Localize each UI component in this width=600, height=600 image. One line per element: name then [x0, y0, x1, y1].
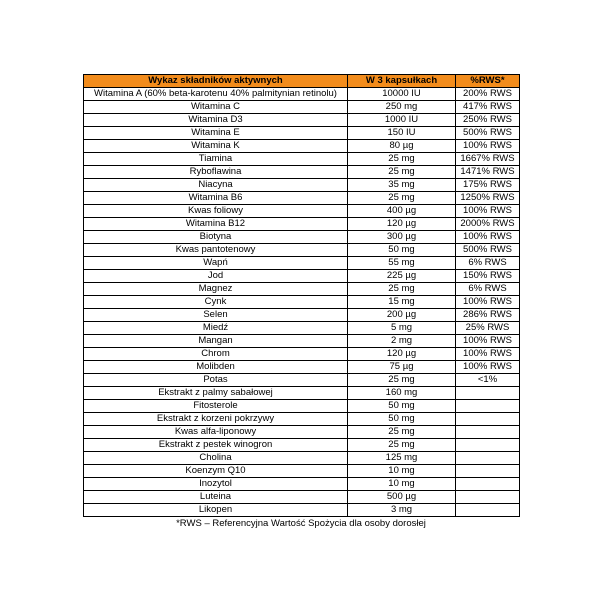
cell-ingredient: Tiamina: [84, 153, 348, 166]
cell-ingredient: Miedź: [84, 322, 348, 335]
table-row: [84, 140, 520, 153]
cell-amount: 10 mg: [348, 478, 456, 491]
cell-rws: 25% RWS: [456, 322, 520, 335]
cell-ingredient: Molibden: [84, 361, 348, 374]
cell-amount: 120 µg: [348, 348, 456, 361]
table-row: [84, 335, 520, 348]
cell-rws: 6% RWS: [456, 283, 520, 296]
cell-ingredient: Magnez: [84, 283, 348, 296]
cell-amount: 25 mg: [348, 426, 456, 439]
table-row: [84, 153, 520, 166]
cell-amount: 120 µg: [348, 218, 456, 231]
cell-ingredient: Jod: [84, 270, 348, 283]
table-row: [84, 426, 520, 439]
table-row: [84, 439, 520, 452]
cell-rws: 1667% RWS: [456, 153, 520, 166]
cell-rws: 100% RWS: [456, 335, 520, 348]
cell-amount: 25 mg: [348, 439, 456, 452]
table-row: [84, 88, 520, 101]
cell-amount: 3 mg: [348, 504, 456, 517]
cell-ingredient: Cynk: [84, 296, 348, 309]
header-amount: W 3 kapsułkach: [348, 75, 456, 88]
cell-rws: [456, 387, 520, 400]
cell-ingredient: Witamina D3: [84, 114, 348, 127]
cell-amount: 150 IU: [348, 127, 456, 140]
cell-rws: 175% RWS: [456, 179, 520, 192]
cell-rws: 100% RWS: [456, 205, 520, 218]
cell-amount: 25 mg: [348, 192, 456, 205]
cell-ingredient: Witamina K: [84, 140, 348, 153]
cell-ingredient: Kwas alfa-liponowy: [84, 426, 348, 439]
cell-amount: 500 µg: [348, 491, 456, 504]
table-row: [84, 231, 520, 244]
table-row: [84, 322, 520, 335]
cell-ingredient: Witamina E: [84, 127, 348, 140]
cell-amount: 125 mg: [348, 452, 456, 465]
cell-amount: 200 µg: [348, 309, 456, 322]
cell-ingredient: Witamina C: [84, 101, 348, 114]
cell-rws: 417% RWS: [456, 101, 520, 114]
table-row: [84, 114, 520, 127]
cell-ingredient: Biotyna: [84, 231, 348, 244]
table-row: [84, 283, 520, 296]
cell-amount: 225 µg: [348, 270, 456, 283]
footnote: *RWS – Referencyjna Wartość Spożycia dla osoby dorosłej: [176, 518, 426, 529]
cell-rws: [456, 426, 520, 439]
table-row: [84, 179, 520, 192]
cell-amount: 75 µg: [348, 361, 456, 374]
table-row: [84, 491, 520, 504]
cell-ingredient: Kwas foliowy: [84, 205, 348, 218]
header-rws: %RWS*: [456, 75, 520, 88]
cell-amount: 80 µg: [348, 140, 456, 153]
table-row: [84, 192, 520, 205]
cell-amount: 10 mg: [348, 465, 456, 478]
cell-ingredient: Witamina B6: [84, 192, 348, 205]
table-row: [84, 270, 520, 283]
cell-ingredient: Ekstrakt z pestek winogron: [84, 439, 348, 452]
cell-amount: 50 mg: [348, 244, 456, 257]
table-row: [84, 413, 520, 426]
cell-rws: 6% RWS: [456, 257, 520, 270]
cell-rws: 1471% RWS: [456, 166, 520, 179]
cell-amount: 25 mg: [348, 283, 456, 296]
cell-rws: 100% RWS: [456, 140, 520, 153]
table-row: [84, 348, 520, 361]
table-header-row: [84, 75, 520, 88]
cell-ingredient: Kwas pantotenowy: [84, 244, 348, 257]
table-row: [84, 452, 520, 465]
cell-ingredient: Ekstrakt z palmy sabałowej: [84, 387, 348, 400]
cell-rws: 100% RWS: [456, 296, 520, 309]
cell-amount: 5 mg: [348, 322, 456, 335]
cell-rws: 100% RWS: [456, 348, 520, 361]
table-row: [84, 478, 520, 491]
cell-amount: 15 mg: [348, 296, 456, 309]
cell-rws: 250% RWS: [456, 114, 520, 127]
cell-amount: 55 mg: [348, 257, 456, 270]
cell-ingredient: Witamina B12: [84, 218, 348, 231]
cell-rws: 500% RWS: [456, 127, 520, 140]
cell-rws: 2000% RWS: [456, 218, 520, 231]
table-row: [84, 218, 520, 231]
cell-rws: [456, 400, 520, 413]
cell-amount: 25 mg: [348, 153, 456, 166]
cell-ingredient: Likopen: [84, 504, 348, 517]
table-row: [84, 504, 520, 517]
table-row: [84, 309, 520, 322]
cell-rws: 1250% RWS: [456, 192, 520, 205]
cell-amount: 50 mg: [348, 400, 456, 413]
table-row: [84, 296, 520, 309]
cell-amount: 25 mg: [348, 374, 456, 387]
table-row: [84, 166, 520, 179]
cell-ingredient: Niacyna: [84, 179, 348, 192]
table-body: [84, 88, 520, 517]
table-row: [84, 465, 520, 478]
cell-ingredient: Cholina: [84, 452, 348, 465]
cell-rws: [456, 465, 520, 478]
cell-amount: 160 mg: [348, 387, 456, 400]
cell-amount: 35 mg: [348, 179, 456, 192]
cell-ingredient: Luteina: [84, 491, 348, 504]
ingredients-table: [83, 74, 520, 517]
cell-amount: 250 mg: [348, 101, 456, 114]
table-row: [84, 127, 520, 140]
table-row: [84, 205, 520, 218]
cell-amount: 50 mg: [348, 413, 456, 426]
cell-rws: [456, 439, 520, 452]
cell-rws: 100% RWS: [456, 361, 520, 374]
cell-rws: [456, 504, 520, 517]
cell-ingredient: Selen: [84, 309, 348, 322]
cell-amount: 1000 IU: [348, 114, 456, 127]
cell-rws: 500% RWS: [456, 244, 520, 257]
cell-rws: [456, 413, 520, 426]
cell-ingredient: Chrom: [84, 348, 348, 361]
ingredients-table-container: [83, 74, 519, 529]
table-row: [84, 361, 520, 374]
cell-ingredient: Witamina A (60% beta-karotenu 40% palmitynian retinolu): [84, 88, 348, 101]
cell-amount: 2 mg: [348, 335, 456, 348]
cell-rws: 286% RWS: [456, 309, 520, 322]
cell-ingredient: Potas: [84, 374, 348, 387]
table-row: [84, 101, 520, 114]
cell-rws: [456, 478, 520, 491]
cell-rws: 200% RWS: [456, 88, 520, 101]
cell-rws: 150% RWS: [456, 270, 520, 283]
cell-rws: 100% RWS: [456, 231, 520, 244]
table-row: [84, 374, 520, 387]
cell-amount: 300 µg: [348, 231, 456, 244]
cell-rws: [456, 452, 520, 465]
table-row: [84, 244, 520, 257]
cell-amount: 25 mg: [348, 166, 456, 179]
cell-ingredient: Koenzym Q10: [84, 465, 348, 478]
cell-ingredient: Inozytol: [84, 478, 348, 491]
cell-amount: 400 µg: [348, 205, 456, 218]
cell-rws: <1%: [456, 374, 520, 387]
cell-amount: 10000 IU: [348, 88, 456, 101]
table-row: [84, 400, 520, 413]
cell-ingredient: Wapń: [84, 257, 348, 270]
cell-ingredient: Mangan: [84, 335, 348, 348]
cell-ingredient: Ryboflawina: [84, 166, 348, 179]
table-row: [84, 257, 520, 270]
header-ingredient: Wykaz składników aktywnych: [84, 75, 348, 88]
cell-ingredient: Ekstrakt z korzeni pokrzywy: [84, 413, 348, 426]
cell-ingredient: Fitosterole: [84, 400, 348, 413]
cell-rws: [456, 491, 520, 504]
table-row: [84, 387, 520, 400]
